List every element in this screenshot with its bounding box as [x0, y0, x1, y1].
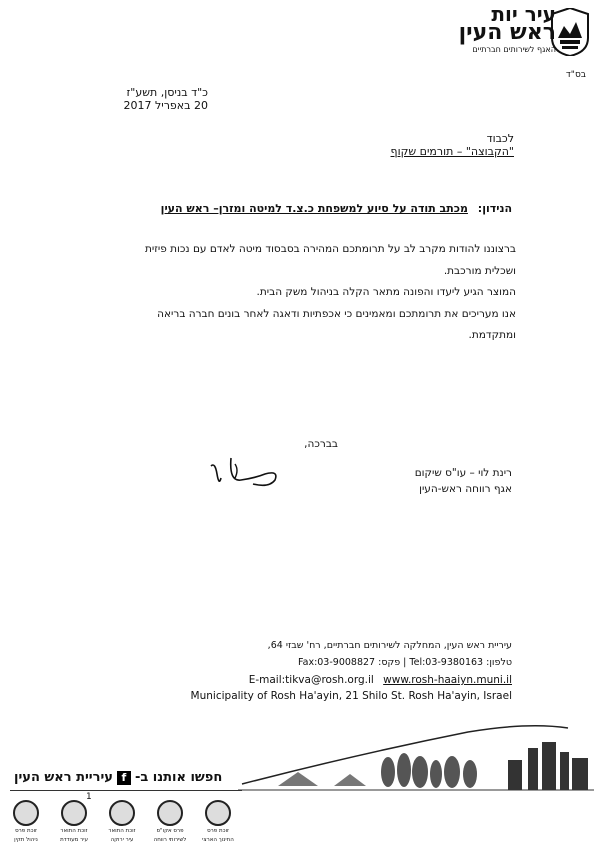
award-icon — [13, 800, 39, 826]
hebrew-date: כ"ד בניסן, תשע"ז — [126, 86, 208, 99]
footer-divider — [10, 790, 242, 791]
city-name: ראש העין — [458, 20, 556, 45]
body-line: המוצר הגיע ליעדו והפונה מתאר הקלה בניהול משק הבית. — [256, 286, 516, 298]
award-badge — [152, 796, 188, 843]
letter-body — [56, 239, 516, 347]
badge-label: ניהול תקין — [14, 836, 38, 843]
award-badge — [56, 796, 92, 843]
email-link[interactable]: E-mail:tikva@rosh.org.il — [248, 674, 374, 686]
recipient-name: "הקבוצה" – תורמים שקוף — [390, 145, 514, 158]
city-tagline: עיר יות — [491, 2, 556, 26]
award-icon — [109, 800, 135, 826]
badge-label: לשירותי רווחה — [153, 836, 187, 843]
subject-label: הנידון: — [477, 202, 512, 215]
recipient-block — [391, 132, 514, 158]
badge-label: זוכת התואר — [60, 828, 88, 834]
department-name: האגף לשירותים חברתיים — [472, 45, 556, 54]
badge-label: פרס אקו"ס — [156, 828, 184, 834]
badge-index: 1 — [86, 792, 92, 802]
bsd-mark: בס"ד — [565, 70, 586, 80]
gregorian-date: 20 באפריל 2017 — [123, 99, 208, 112]
award-badge — [8, 796, 44, 843]
social-page-name: עיריית ראש העין — [14, 770, 113, 785]
award-icon — [205, 800, 231, 826]
badge-label: החינוך הארצי — [202, 836, 234, 843]
award-badge — [200, 796, 236, 843]
signer-department: אגף רווחה ראש-העין — [419, 483, 512, 495]
award-badges — [8, 796, 238, 844]
badge-label: עיר מעודדת — [60, 836, 88, 843]
handwritten-signature — [205, 452, 295, 494]
footer-phones: טלפון: Tel:03-9380163 | פקס: Fax:03-9008827 — [298, 657, 512, 668]
body-line: ומתקדמת. — [468, 329, 516, 341]
closing-greeting: בברכה, — [304, 438, 338, 450]
badge-label: עיר ירוקה — [110, 836, 134, 843]
footer-address: עיריית ראש העין, המחלקה לשירותים חברתיים, רח' שבזי 64, — [267, 640, 512, 651]
award-badge — [104, 796, 140, 843]
website-link[interactable]: www.rosh-haaiyn.muni.il — [383, 674, 512, 686]
facebook-icon[interactable]: f — [117, 771, 131, 785]
salutation: לכבוד — [486, 132, 514, 145]
city-skyline-illustration — [238, 714, 594, 800]
badge-label: זוכת פרס — [207, 828, 229, 834]
award-icon — [61, 800, 87, 826]
city-emblem-icon — [550, 8, 590, 56]
letter-date — [88, 86, 208, 112]
body-line: ברצוננו להודות מקרב לב על תרומתכם המהירה בסבסוד מיטה לאדם עם נכות פיזית — [144, 243, 516, 255]
municipality-address: Municipality of Rosh Ha'ayin, 21 Shilo St. Rosh Ha'ayin, Israel — [190, 690, 512, 702]
footer-email-line — [249, 674, 512, 686]
badge-label: זוכת פרס — [15, 828, 37, 834]
badge-label: זוכת התואר — [108, 828, 136, 834]
subject-line — [161, 202, 512, 215]
social-prefix: חפשו אותנו ב- — [134, 770, 223, 785]
signer-name: רינת לוי – עו"ס שיקום — [414, 467, 512, 479]
body-line: ושכלית מורכבת. — [443, 264, 516, 277]
subject-text: מכתב תודה על סיוע למשפחת כ.צ.ד למיטה ומזרן– ראש העין — [160, 202, 468, 215]
body-line: אנו מעריכים את תרומתכם ומאמינים כי אכפתיות ודאגה לאחר בונים חברה בריאה — [157, 307, 516, 320]
award-icon — [157, 800, 183, 826]
social-follow-line — [14, 770, 234, 785]
